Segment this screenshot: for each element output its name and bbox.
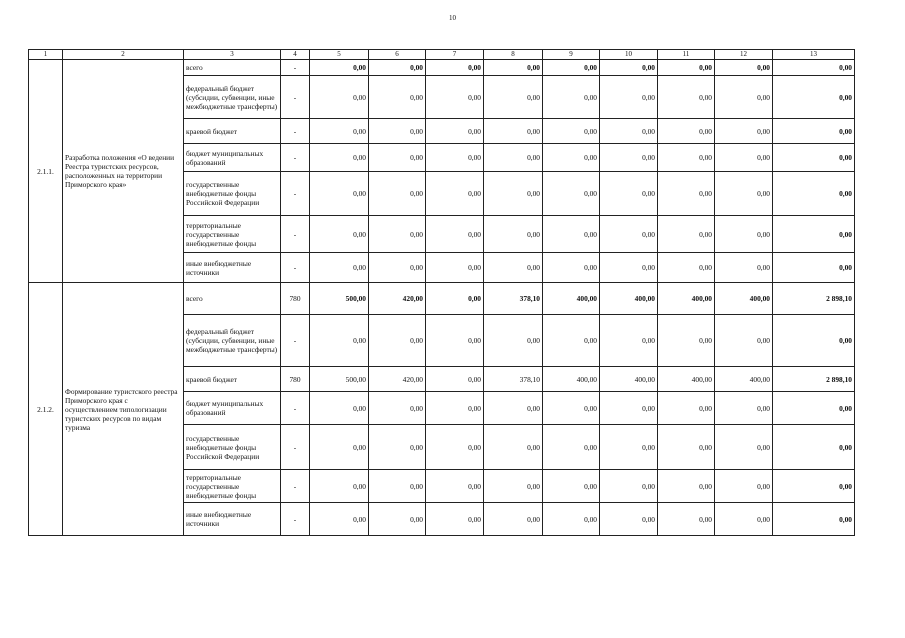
header-row [29,50,855,60]
funding-source: федеральный бюджет (субсидии, субвенции, иные межбюджетные трансферты) [184,315,281,367]
amount-cell: 0,00 [600,392,658,425]
amount-cell: 0,00 [310,172,369,216]
amount-cell: 0,00 [484,503,543,536]
amount-cell: 0,00 [715,392,773,425]
amount-cell: 0,00 [369,144,426,172]
col4-cell: - [281,60,310,76]
amount-cell: 400,00 [715,367,773,392]
amount-cell: 0,00 [543,144,600,172]
amount-cell: 0,00 [310,60,369,76]
table-row [29,60,855,76]
total-cell: 0,00 [773,76,855,119]
amount-cell: 0,00 [715,470,773,503]
amount-cell: 0,00 [600,60,658,76]
header-cell: 11 [658,50,715,60]
amount-cell: 0,00 [426,60,484,76]
header-cell: 1 [29,50,63,60]
amount-cell: 0,00 [484,144,543,172]
amount-cell: 0,00 [658,392,715,425]
amount-cell: 0,00 [310,76,369,119]
amount-cell: 0,00 [543,253,600,283]
funding-source: территориальные государственные внебюджетные фонды [184,216,281,253]
amount-cell: 0,00 [484,253,543,283]
amount-cell: 0,00 [484,392,543,425]
funding-source: краевой бюджет [184,119,281,144]
amount-cell: 0,00 [600,253,658,283]
amount-cell: 0,00 [543,216,600,253]
amount-cell: 0,00 [426,392,484,425]
total-cell: 0,00 [773,503,855,536]
col4-cell: - [281,76,310,119]
amount-cell: 0,00 [600,503,658,536]
amount-cell: 0,00 [310,253,369,283]
funding-source: иные внебюджетные источники [184,253,281,283]
amount-cell: 0,00 [600,425,658,470]
amount-cell: 0,00 [600,315,658,367]
amount-cell: 400,00 [658,283,715,315]
total-cell: 0,00 [773,144,855,172]
amount-cell: 0,00 [715,425,773,470]
col4-cell: - [281,253,310,283]
total-cell: 0,00 [773,172,855,216]
amount-cell: 0,00 [715,503,773,536]
funding-source: бюджет муниципальных образований [184,392,281,425]
amount-cell: 0,00 [426,367,484,392]
total-cell: 0,00 [773,119,855,144]
col4-cell: - [281,144,310,172]
amount-cell: 0,00 [310,315,369,367]
amount-cell: 0,00 [369,172,426,216]
amount-cell: 0,00 [658,470,715,503]
amount-cell: 0,00 [715,60,773,76]
amount-cell: 0,00 [543,470,600,503]
amount-cell: 400,00 [600,283,658,315]
amount-cell: 0,00 [600,172,658,216]
amount-cell: 0,00 [369,253,426,283]
total-cell: 0,00 [773,216,855,253]
col4-cell: - [281,119,310,144]
funding-source: всего [184,60,281,76]
amount-cell: 0,00 [658,315,715,367]
total-cell: 0,00 [773,425,855,470]
amount-cell: 0,00 [715,144,773,172]
funding-source: федеральный бюджет (субсидии, субвенции, иные межбюджетные трансферты) [184,76,281,119]
amount-cell: 0,00 [369,425,426,470]
funding-source: краевой бюджет [184,367,281,392]
amount-cell: 0,00 [369,119,426,144]
amount-cell: 0,00 [426,503,484,536]
amount-cell: 0,00 [543,503,600,536]
amount-cell: 0,00 [658,216,715,253]
amount-cell: 0,00 [543,425,600,470]
amount-cell: 378,10 [484,367,543,392]
item-title: Формирование туристского реестра Приморского края с осуществлением типологизации туристских ресурсов по видам туризма [63,283,184,536]
page-number: 10 [449,14,456,22]
budget-table [28,49,855,536]
total-cell: 0,00 [773,253,855,283]
amount-cell: 0,00 [426,283,484,315]
funding-source: территориальные государственные внебюджетные фонды [184,470,281,503]
amount-cell: 0,00 [658,144,715,172]
amount-cell: 0,00 [426,216,484,253]
amount-cell: 500,00 [310,367,369,392]
amount-cell: 0,00 [310,144,369,172]
amount-cell: 0,00 [310,119,369,144]
amount-cell: 0,00 [426,470,484,503]
amount-cell: 400,00 [600,367,658,392]
amount-cell: 378,10 [484,283,543,315]
amount-cell: 0,00 [310,425,369,470]
item-code: 2.1.2. [29,283,63,536]
amount-cell: 0,00 [426,172,484,216]
amount-cell: 0,00 [658,425,715,470]
header-cell: 12 [715,50,773,60]
funding-source: государственные внебюджетные фонды Российской Федерации [184,172,281,216]
amount-cell: 0,00 [484,425,543,470]
amount-cell: 0,00 [484,76,543,119]
amount-cell: 0,00 [310,503,369,536]
amount-cell: 0,00 [543,315,600,367]
amount-cell: 0,00 [369,216,426,253]
amount-cell: 0,00 [543,76,600,119]
amount-cell: 0,00 [310,392,369,425]
amount-cell: 0,00 [426,425,484,470]
amount-cell: 420,00 [369,283,426,315]
amount-cell: 0,00 [484,216,543,253]
col4-cell: - [281,503,310,536]
header-cell: 2 [63,50,184,60]
amount-cell: 0,00 [426,315,484,367]
amount-cell: 0,00 [426,144,484,172]
amount-cell: 0,00 [600,216,658,253]
col4-cell: 780 [281,367,310,392]
total-cell: 0,00 [773,315,855,367]
amount-cell: 0,00 [658,60,715,76]
header-cell: 10 [600,50,658,60]
amount-cell: 0,00 [715,119,773,144]
amount-cell: 0,00 [543,60,600,76]
funding-source: бюджет муниципальных образований [184,144,281,172]
col4-cell: - [281,470,310,503]
table-body [29,50,855,536]
amount-cell: 0,00 [658,76,715,119]
header-cell: 8 [484,50,543,60]
funding-source: иные внебюджетные источники [184,503,281,536]
amount-cell: 400,00 [658,367,715,392]
total-cell: 0,00 [773,392,855,425]
col4-cell: - [281,315,310,367]
amount-cell: 0,00 [658,253,715,283]
amount-cell: 400,00 [715,283,773,315]
amount-cell: 0,00 [426,76,484,119]
col4-cell: - [281,216,310,253]
total-cell: 0,00 [773,60,855,76]
amount-cell: 0,00 [600,76,658,119]
total-cell: 2 898,10 [773,283,855,315]
amount-cell: 400,00 [543,367,600,392]
amount-cell: 0,00 [369,60,426,76]
amount-cell: 0,00 [369,392,426,425]
col4-cell: 780 [281,283,310,315]
amount-cell: 0,00 [369,76,426,119]
col4-cell: - [281,392,310,425]
total-cell: 0,00 [773,470,855,503]
amount-cell: 0,00 [715,216,773,253]
amount-cell: 0,00 [484,119,543,144]
amount-cell: 0,00 [543,119,600,144]
funding-source: государственные внебюджетные фонды Российской Федерации [184,425,281,470]
funding-source: всего [184,283,281,315]
header-cell: 3 [184,50,281,60]
header-cell: 4 [281,50,310,60]
amount-cell: 0,00 [484,172,543,216]
amount-cell: 0,00 [715,76,773,119]
header-cell: 7 [426,50,484,60]
header-cell: 6 [369,50,426,60]
item-code: 2.1.1. [29,60,63,283]
col4-cell: - [281,425,310,470]
amount-cell: 0,00 [658,119,715,144]
amount-cell: 0,00 [310,216,369,253]
col4-cell: - [281,172,310,216]
amount-cell: 0,00 [715,253,773,283]
amount-cell: 0,00 [715,315,773,367]
header-cell: 13 [773,50,855,60]
total-cell: 2 898,10 [773,367,855,392]
amount-cell: 0,00 [484,470,543,503]
amount-cell: 0,00 [658,503,715,536]
table-row [29,283,855,315]
amount-cell: 0,00 [426,119,484,144]
amount-cell: 0,00 [369,470,426,503]
amount-cell: 0,00 [715,172,773,216]
amount-cell: 0,00 [543,172,600,216]
item-title: Разработка положения «О ведении Реестра туристских ресурсов, расположенных на территории Приморского края» [63,60,184,283]
amount-cell: 0,00 [369,503,426,536]
amount-cell: 0,00 [484,60,543,76]
amount-cell: 500,00 [310,283,369,315]
amount-cell: 400,00 [543,283,600,315]
header-cell: 9 [543,50,600,60]
amount-cell: 0,00 [310,470,369,503]
amount-cell: 0,00 [543,392,600,425]
amount-cell: 0,00 [426,253,484,283]
header-cell: 5 [310,50,369,60]
amount-cell: 420,00 [369,367,426,392]
amount-cell: 0,00 [369,315,426,367]
amount-cell: 0,00 [484,315,543,367]
amount-cell: 0,00 [600,470,658,503]
amount-cell: 0,00 [658,172,715,216]
amount-cell: 0,00 [600,119,658,144]
amount-cell: 0,00 [600,144,658,172]
